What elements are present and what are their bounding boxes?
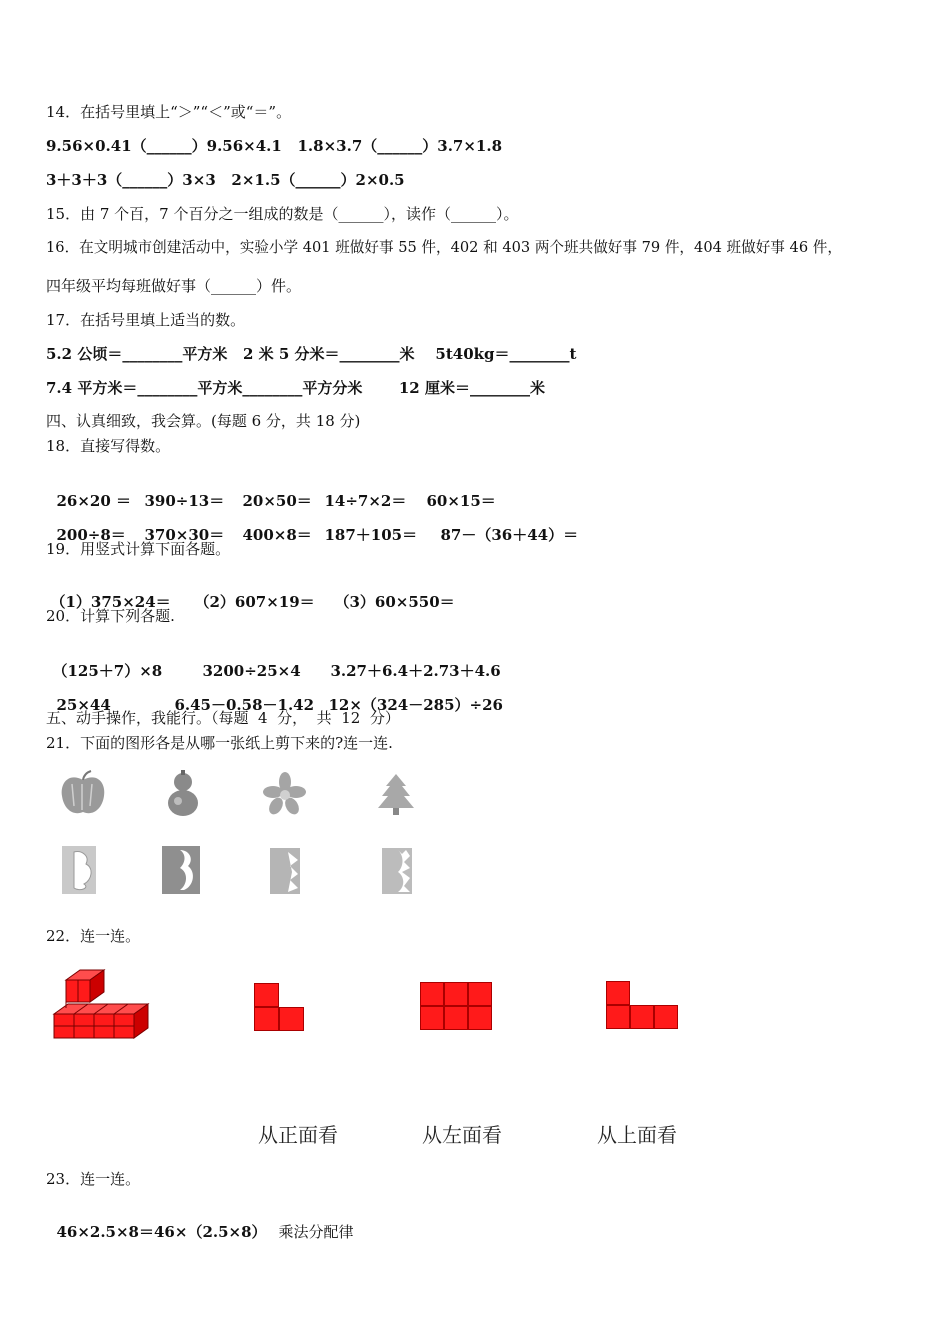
q21-title: 21．下面的图形各是从哪一张纸上剪下来的?连一连. bbox=[46, 734, 393, 752]
q23-row1 bbox=[46, 1202, 353, 1242]
apple-shape-icon bbox=[58, 770, 108, 818]
q19-item: （2）607×19＝ bbox=[194, 593, 315, 611]
q14-row1: 9.56×0.41（______）9.56×4.1 1.8×3.7（______）3.7×1.8 bbox=[46, 137, 503, 155]
paper-2-icon bbox=[160, 844, 202, 896]
q22-title: 22．连一连。 bbox=[46, 927, 141, 945]
q20-item: 25×44 bbox=[56, 696, 111, 714]
q20-title: 20．计算下列各题. bbox=[46, 607, 175, 625]
tree-shape-icon bbox=[376, 772, 416, 816]
paper-3-icon bbox=[268, 846, 302, 896]
q20-item: 3.27＋6.4＋2.73＋4.6 bbox=[330, 662, 501, 680]
gourd-shape-icon bbox=[162, 768, 204, 818]
q18-item: 60×15＝ bbox=[426, 492, 496, 510]
view-shape-1 bbox=[254, 983, 304, 1031]
q18-item: 14÷7×2＝ bbox=[324, 492, 407, 510]
q23-law: 乘法分配律 bbox=[278, 1223, 354, 1241]
view-label-left: 从左面看 bbox=[422, 1123, 502, 1147]
q20-item: （125＋7）×8 bbox=[52, 662, 163, 680]
paper-4-icon bbox=[380, 846, 414, 896]
q18-item: 26×20 ＝ bbox=[56, 492, 131, 510]
view-label-top: 从上面看 bbox=[597, 1123, 677, 1147]
q23-expression: 46×2.5×8＝46×（2.5×8） bbox=[56, 1223, 267, 1241]
cube-stack-icon bbox=[52, 966, 152, 1040]
view-shape-3 bbox=[606, 981, 678, 1029]
q16-line2: 四年级平均每班做好事（______）件。 bbox=[46, 277, 302, 295]
paper-1-icon bbox=[60, 844, 98, 896]
q16-line1: 16．在文明城市创建活动中，实验小学 401 班做好事 55 件，402 和 403 两个班共做好事 79 件，404 班做好事 46 件， bbox=[46, 239, 842, 256]
q18-item: 370×30＝ bbox=[144, 526, 225, 544]
q18-item: 187＋105＝ bbox=[324, 526, 418, 544]
q20-item: 6.45－0.58－1.42 bbox=[174, 696, 315, 714]
q19-item: （1）375×24＝ bbox=[50, 593, 171, 611]
view-label-front: 从正面看 bbox=[258, 1123, 338, 1147]
q19-item: （3）60×550＝ bbox=[334, 593, 455, 611]
q18-item: 87－（36＋44）＝ bbox=[440, 526, 579, 544]
q14-title: 14．在括号里填上“＞”“＜”或“＝”。 bbox=[46, 103, 292, 121]
q19-title: 19．用竖式计算下面各题。 bbox=[46, 540, 231, 558]
q17-row2: 7.4 平方米＝________平方米________平方分米 12 厘米＝________米 bbox=[46, 379, 545, 397]
section4-title: 四、认真细致，我会算。(每题 6 分，共 18 分) bbox=[46, 412, 361, 430]
q17-row1: 5.2 公顷＝________平方米 2 米 5 分米＝________米 5t40kg＝________t bbox=[46, 345, 577, 363]
q23-title: 23．连一连。 bbox=[46, 1170, 141, 1188]
q18-item: 400×8＝ bbox=[242, 526, 312, 544]
flower-shape-icon bbox=[262, 772, 308, 816]
section5-title: 五、动手操作，我能行。（每题 4 分， 共 12 分） bbox=[46, 709, 400, 727]
q20-item: 12×（324－285）÷26 bbox=[328, 696, 503, 714]
q14-row2: 3＋3＋3（______）3×3 2×1.5（______）2×0.5 bbox=[46, 171, 405, 189]
q18-item: 200÷8＝ bbox=[56, 526, 126, 544]
q18-title: 18．直接写得数。 bbox=[46, 437, 171, 455]
view-shape-2 bbox=[420, 982, 492, 1030]
q18-item: 20×50＝ bbox=[242, 492, 312, 510]
q15-title: 15．由 7 个百，7 个百分之一组成的数是（______），读作（______）。 bbox=[46, 205, 519, 223]
q18-item: 390÷13＝ bbox=[144, 492, 225, 510]
q20-item: 3200÷25×4 bbox=[202, 662, 301, 680]
q17-title: 17．在括号里填上适当的数。 bbox=[46, 311, 246, 329]
